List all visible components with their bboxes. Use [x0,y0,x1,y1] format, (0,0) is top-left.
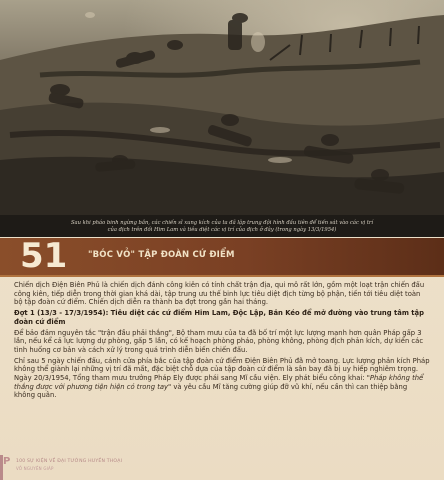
footer-page-letter: P [3,456,11,467]
paragraph-principle: Để bảo đảm nguyên tắc "trận đầu phải thắng", Bộ tham mưu của ta đã bố trí một lực lượng mạnh hơn quân Pháp gấp 3 lần, nếu kể cả lực lượng dự phòng, gấp 5 lần, có kế hoạch phòng pháo, phòng không, phòng địch phản kích, dự kiến các tình huống cơ bản và cách xử lý trong quá trình diễn biến chiến đấu. [14,328,424,354]
paragraph-after-five-days [14,357,430,401]
section-number: 51 [20,236,68,276]
ely-quote: "Pháp không thể thắng được với phương tiện hiện có trong tay" [14,374,424,391]
article-body [14,281,430,402]
footer-book-subtitle: VÕ NGUYÊN GIÁP [16,466,54,471]
footer-book-title: 100 SỰ KIỆN VỀ ĐẠI TƯỚNG HUYỀN THOẠI [16,459,123,464]
photo-caption-line-2: của địch trên đồi Him Lam và tiêu diệt các vị trí của địch ở đây (trong ngày 13/3/1954) [107,227,337,233]
paragraph-text-a: Chỉ sau 5 ngày chiến đấu, cánh cửa phía bắc của tập đoàn cứ điểm Điện Biên Phủ đã mở toang. Lực lượng phản kích Pháp không thể giành lại những vị trí đã mất, đặc biệt chỗ dựa của tập đoàn cứ điểm là sân bay đã bị uy hiếp nghiêm trọng. Ngày 20/3/1954, Tổng tham mưu trưởng Pháp Ely được phái sang Mĩ cầu viện. Ely phát biểu công khai: [14,356,430,383]
battlefield-photo [0,0,444,215]
section-title: "BÓC VỎ" TẬP ĐOÀN CỨ ĐIỂM [88,250,235,260]
paragraph-text-b: và yêu cầu Mĩ tăng cường giúp đỡ vũ khí, nếu cần thì can thiệp bằng không quân. [14,382,408,400]
paragraph-intro: Chiến dịch Điện Biên Phủ là chiến dịch đánh công kiên có tính chất trận địa, qui mô rất lớn, gồm một loạt trận chiến đấu công kiên, tiếp diễn trong thời gian khá dài, tập trung ưu thế binh lực tiêu diệt địch từng bộ phận, tiến tới tiêu diệt toàn bộ tập đoàn cứ điểm. Chiến dịch diễn ra thành ba đợt trong gần hai tháng. [14,281,425,307]
photo-illustration [0,0,444,215]
photo-caption-bar [0,215,444,237]
photo-caption-line-1: Sau khi pháo binh ngừng bắn, các chiến sĩ xung kích của ta đã lập trung đội hình đầu tiên để tiến sát vào các vị trí [70,220,374,226]
subheading-phase-1: Đợt 1 (13/3 - 17/3/1954): Tiêu diệt các cứ điểm Him Lam, Độc Lập, Bản Kéo để mở đường vào trung tâm tập đoàn cứ điểm [14,309,424,326]
